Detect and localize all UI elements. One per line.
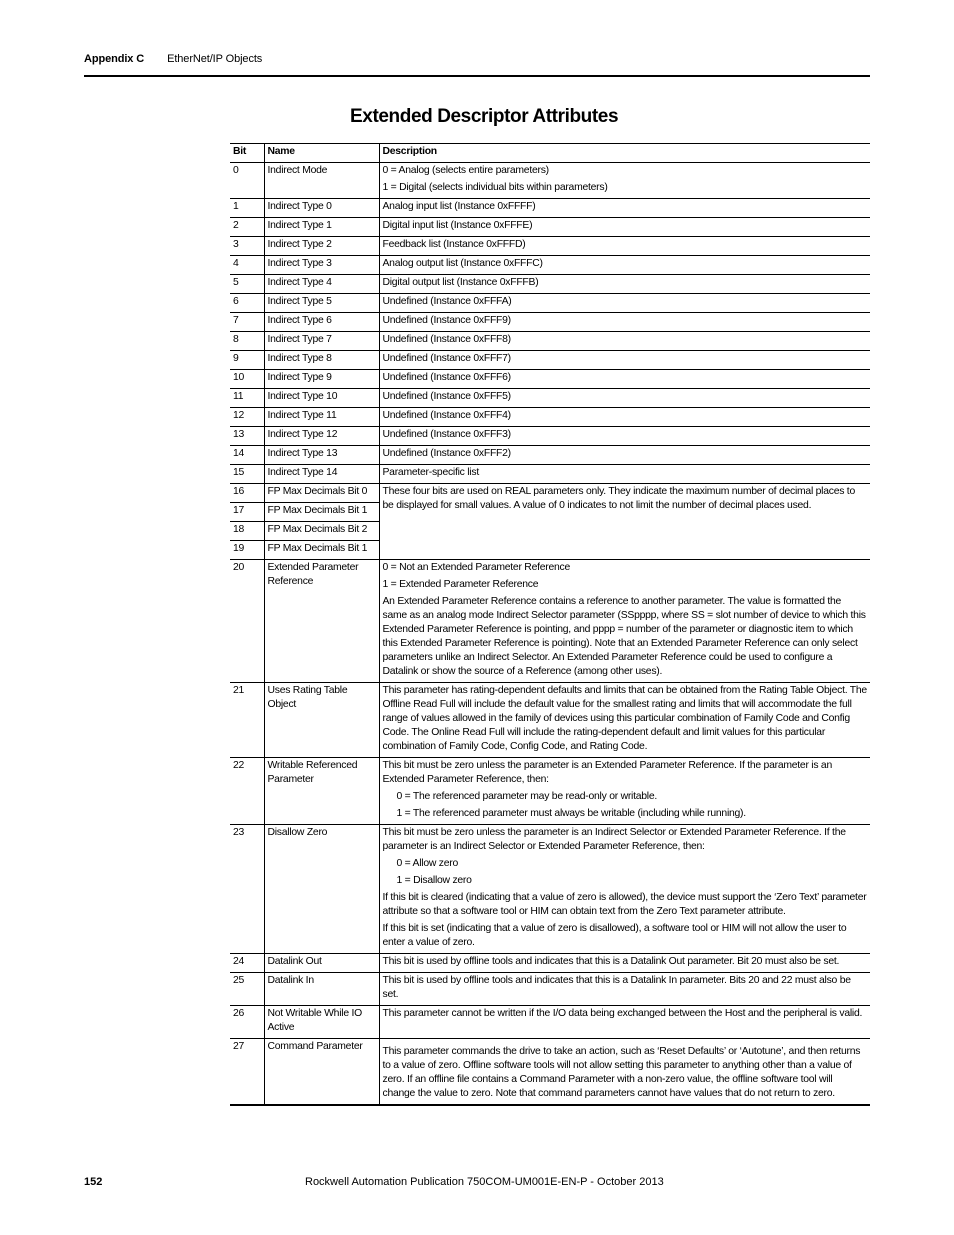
description-cell <box>379 683 870 758</box>
bit-cell: 17 <box>230 503 264 522</box>
table-row <box>230 163 870 199</box>
description-line: 0 = Analog (selects entire parameters) <box>382 165 549 176</box>
bit-cell: 20 <box>230 560 264 683</box>
description-line: This bit is used by offline tools and indicates that this is a Datalink In parameter. Bits 20 and 22 must also be set. <box>382 975 851 1000</box>
bit-cell: 21 <box>230 683 264 758</box>
bit-cell: 19 <box>230 541 264 560</box>
page-title: Extended Descriptor Attributes <box>350 106 619 127</box>
description-line: This bit must be zero unless the parameter is an Extended Parameter Reference. If the parameter is an Extended Parameter Reference, then: <box>382 760 832 785</box>
table-row <box>230 332 870 351</box>
description-cell <box>379 370 870 389</box>
table-row <box>230 973 870 1006</box>
description-line: Digital input list (Instance 0xFFFE) <box>382 220 533 231</box>
name-cell: Indirect Type 1 <box>264 218 379 237</box>
description-line: Feedback list (Instance 0xFFFD) <box>382 239 526 250</box>
name-cell: Indirect Type 7 <box>264 332 379 351</box>
name-cell: FP Max Decimals Bit 1 <box>264 541 379 560</box>
bit-cell: 16 <box>230 484 264 503</box>
name-cell: Indirect Type 13 <box>264 446 379 465</box>
header-rule <box>84 75 870 77</box>
name-cell: Indirect Type 2 <box>264 237 379 256</box>
bit-cell: 24 <box>230 954 264 973</box>
description-cell <box>379 446 870 465</box>
bit-cell: 10 <box>230 370 264 389</box>
table-row <box>230 370 870 389</box>
description-cell <box>379 1039 870 1106</box>
table-row <box>230 199 870 218</box>
bit-cell: 0 <box>230 163 264 199</box>
table-row <box>230 218 870 237</box>
bit-cell: 14 <box>230 446 264 465</box>
table-row <box>230 1006 870 1039</box>
bit-cell: 6 <box>230 294 264 313</box>
description-cell <box>379 484 870 560</box>
table-row <box>230 313 870 332</box>
running-header <box>84 53 262 65</box>
description-cell <box>379 313 870 332</box>
column-header-bit: Bit <box>230 144 264 163</box>
table-row <box>230 446 870 465</box>
description-cell <box>379 560 870 683</box>
name-cell: Indirect Type 4 <box>264 275 379 294</box>
description-line: This bit is used by offline tools and indicates that this is a Datalink Out parameter. Bit 20 must also be set. <box>382 956 840 967</box>
description-cell <box>379 256 870 275</box>
description-line: This parameter commands the drive to take an action, such as ‘Reset Defaults’ or ‘Autotune’, and then returns to a value of zero. Offline software tools will not allow setting this parameter to anything other than a value of zero. If an offline file contains a Command Parameter with a non-zero value, the offline software tool will change the value to zero. Note that command parameters cannot have values that do not return to zero. <box>382 1046 861 1099</box>
table-row <box>230 758 870 825</box>
table-row <box>230 237 870 256</box>
description-line: These four bits are used on REAL parameters only. They indicate the maximum number of decimal places to be displayed for small values. A value of 0 indicates to not limit the number of decimal places used. <box>382 486 855 511</box>
name-cell: Disallow Zero <box>264 825 379 954</box>
bit-cell: 22 <box>230 758 264 825</box>
bit-cell: 5 <box>230 275 264 294</box>
description-line: If this bit is cleared (indicating that a value of zero is allowed), the device must support the ‘Zero Text’ parameter attribute so that a software tool or HIM can obtain text from the Zero Text parameter attribute. <box>382 892 867 917</box>
column-header-name: Name <box>264 144 379 163</box>
description-line: Undefined (Instance 0xFFF6) <box>382 372 511 383</box>
bit-cell: 1 <box>230 199 264 218</box>
description-line: 0 = Not an Extended Parameter Reference <box>382 562 570 573</box>
table-row <box>230 351 870 370</box>
table-row <box>230 1039 870 1106</box>
column-header-description: Description <box>379 144 870 163</box>
bit-cell: 11 <box>230 389 264 408</box>
table-body <box>230 163 870 1106</box>
description-line: 0 = Allow zero <box>396 858 458 869</box>
description-cell <box>379 389 870 408</box>
description-line: 1 = Extended Parameter Reference <box>382 579 539 590</box>
table-row <box>230 954 870 973</box>
bit-cell: 7 <box>230 313 264 332</box>
description-line: Undefined (Instance 0xFFF8) <box>382 334 511 345</box>
name-cell: Indirect Type 6 <box>264 313 379 332</box>
name-cell: Indirect Type 9 <box>264 370 379 389</box>
description-cell <box>379 275 870 294</box>
name-cell: FP Max Decimals Bit 2 <box>264 522 379 541</box>
name-cell: Indirect Type 3 <box>264 256 379 275</box>
description-cell <box>379 825 870 954</box>
description-cell <box>379 218 870 237</box>
description-cell <box>379 973 870 1006</box>
name-cell: Datalink Out <box>264 954 379 973</box>
bit-cell: 13 <box>230 427 264 446</box>
name-cell: FP Max Decimals Bit 1 <box>264 503 379 522</box>
bit-cell: 3 <box>230 237 264 256</box>
publication-info: Rockwell Automation Publication 750COM-UM001E-EN-P - October 2013 <box>305 1176 664 1188</box>
name-cell: Indirect Type 14 <box>264 465 379 484</box>
bit-cell: 2 <box>230 218 264 237</box>
bit-cell: 15 <box>230 465 264 484</box>
table-row <box>230 275 870 294</box>
table-row <box>230 465 870 484</box>
table-row <box>230 256 870 275</box>
name-cell: Indirect Type 0 <box>264 199 379 218</box>
extended-descriptor-table <box>230 143 870 1106</box>
description-line: Analog input list (Instance 0xFFFF) <box>382 201 536 212</box>
description-cell <box>379 199 870 218</box>
bit-cell: 23 <box>230 825 264 954</box>
description-line: This bit must be zero unless the parameter is an Indirect Selector or Extended Parameter Reference. If the parameter is an Indirect Selector or Extended Parameter Reference, then: <box>382 827 846 852</box>
description-line: 0 = The referenced parameter may be read-only or writable. <box>396 791 658 802</box>
section-label: EtherNet/IP Objects <box>167 53 263 65</box>
bit-cell: 12 <box>230 408 264 427</box>
description-line: Undefined (Instance 0xFFF5) <box>382 391 511 402</box>
table-row <box>230 389 870 408</box>
description-cell <box>379 954 870 973</box>
description-line: Digital output list (Instance 0xFFFB) <box>382 277 539 288</box>
bit-cell: 8 <box>230 332 264 351</box>
description-cell <box>379 237 870 256</box>
name-cell: Datalink In <box>264 973 379 1006</box>
description-cell <box>379 1006 870 1039</box>
description-line: 1 = The referenced parameter must always be writable (including while running). <box>396 808 746 819</box>
description-line: 1 = Disallow zero <box>396 875 472 886</box>
description-line: Analog output list (Instance 0xFFFC) <box>382 258 543 269</box>
name-cell: Indirect Type 5 <box>264 294 379 313</box>
table-header-row <box>230 144 870 163</box>
description-line: This parameter has rating-dependent defaults and limits that can be obtained from the Rating Table Object. The Offline Read Full will include the default value for the smallest rating and limits that will accommodate the full range of values allowed in the family of devices using this particular combination of Family Code and Config Code. The Online Read Full will include the rating-dependent default and limit values for this particular combination of Family Code, Config Code, and Rating Code. <box>382 685 867 752</box>
name-cell: Not Writable While IO Active <box>264 1006 379 1039</box>
bit-cell: 9 <box>230 351 264 370</box>
description-line: Undefined (Instance 0xFFF4) <box>382 410 511 421</box>
description-cell <box>379 758 870 825</box>
description-line: An Extended Parameter Reference contains a reference to another parameter. The value is formatted the same as an analog mode Indirect Selector parameter (SSpppp, where SS = slot number of device to which this Extended Parameter Reference is pointing, and pppp = number of the parameter or diagnostic item to which this Extended Parameter Reference is pointing). Note that an Extended Parameter Reference can only select parameters unlike an Indirect Selector. An Extended Parameter Reference could be used to configure a Datalink or show the source of a Reference (among other uses). <box>382 596 866 677</box>
name-cell: Indirect Type 12 <box>264 427 379 446</box>
bit-cell: 26 <box>230 1006 264 1039</box>
table-row <box>230 825 870 954</box>
bit-cell: 18 <box>230 522 264 541</box>
description-cell <box>379 294 870 313</box>
page-number: 152 <box>84 1176 103 1188</box>
description-cell <box>379 332 870 351</box>
description-line: Undefined (Instance 0xFFF9) <box>382 315 511 326</box>
table-row <box>230 683 870 758</box>
description-line: Parameter-specific list <box>382 467 479 478</box>
bit-cell: 4 <box>230 256 264 275</box>
name-cell: Indirect Mode <box>264 163 379 199</box>
description-line: Undefined (Instance 0xFFF2) <box>382 448 511 459</box>
description-line: 1 = Digital (selects individual bits within parameters) <box>382 182 608 193</box>
description-cell <box>379 163 870 199</box>
table-row <box>230 294 870 313</box>
table-row <box>230 484 870 503</box>
description-line: Undefined (Instance 0xFFF7) <box>382 353 511 364</box>
table-row <box>230 427 870 446</box>
name-cell: Extended Parameter Reference <box>264 560 379 683</box>
name-cell: Indirect Type 8 <box>264 351 379 370</box>
name-cell: Uses Rating Table Object <box>264 683 379 758</box>
description-cell <box>379 351 870 370</box>
name-cell: FP Max Decimals Bit 0 <box>264 484 379 503</box>
description-line: Undefined (Instance 0xFFFA) <box>382 296 512 307</box>
description-cell <box>379 427 870 446</box>
description-line: This parameter cannot be written if the I/O data being exchanged between the Host and the peripheral is valid. <box>382 1008 863 1019</box>
bit-cell: 25 <box>230 973 264 1006</box>
table-row <box>230 560 870 683</box>
appendix-label: Appendix C <box>84 53 145 65</box>
name-cell: Command Parameter <box>264 1039 379 1106</box>
name-cell: Writable Referenced Parameter <box>264 758 379 825</box>
description-cell <box>379 465 870 484</box>
name-cell: Indirect Type 10 <box>264 389 379 408</box>
name-cell: Indirect Type 11 <box>264 408 379 427</box>
table-row <box>230 408 870 427</box>
description-line: Undefined (Instance 0xFFF3) <box>382 429 511 440</box>
description-cell <box>379 408 870 427</box>
bit-cell: 27 <box>230 1039 264 1106</box>
description-line: If this bit is set (indicating that a value of zero is disallowed), a software tool or HIM will not allow the user to enter a value of zero. <box>382 923 847 948</box>
